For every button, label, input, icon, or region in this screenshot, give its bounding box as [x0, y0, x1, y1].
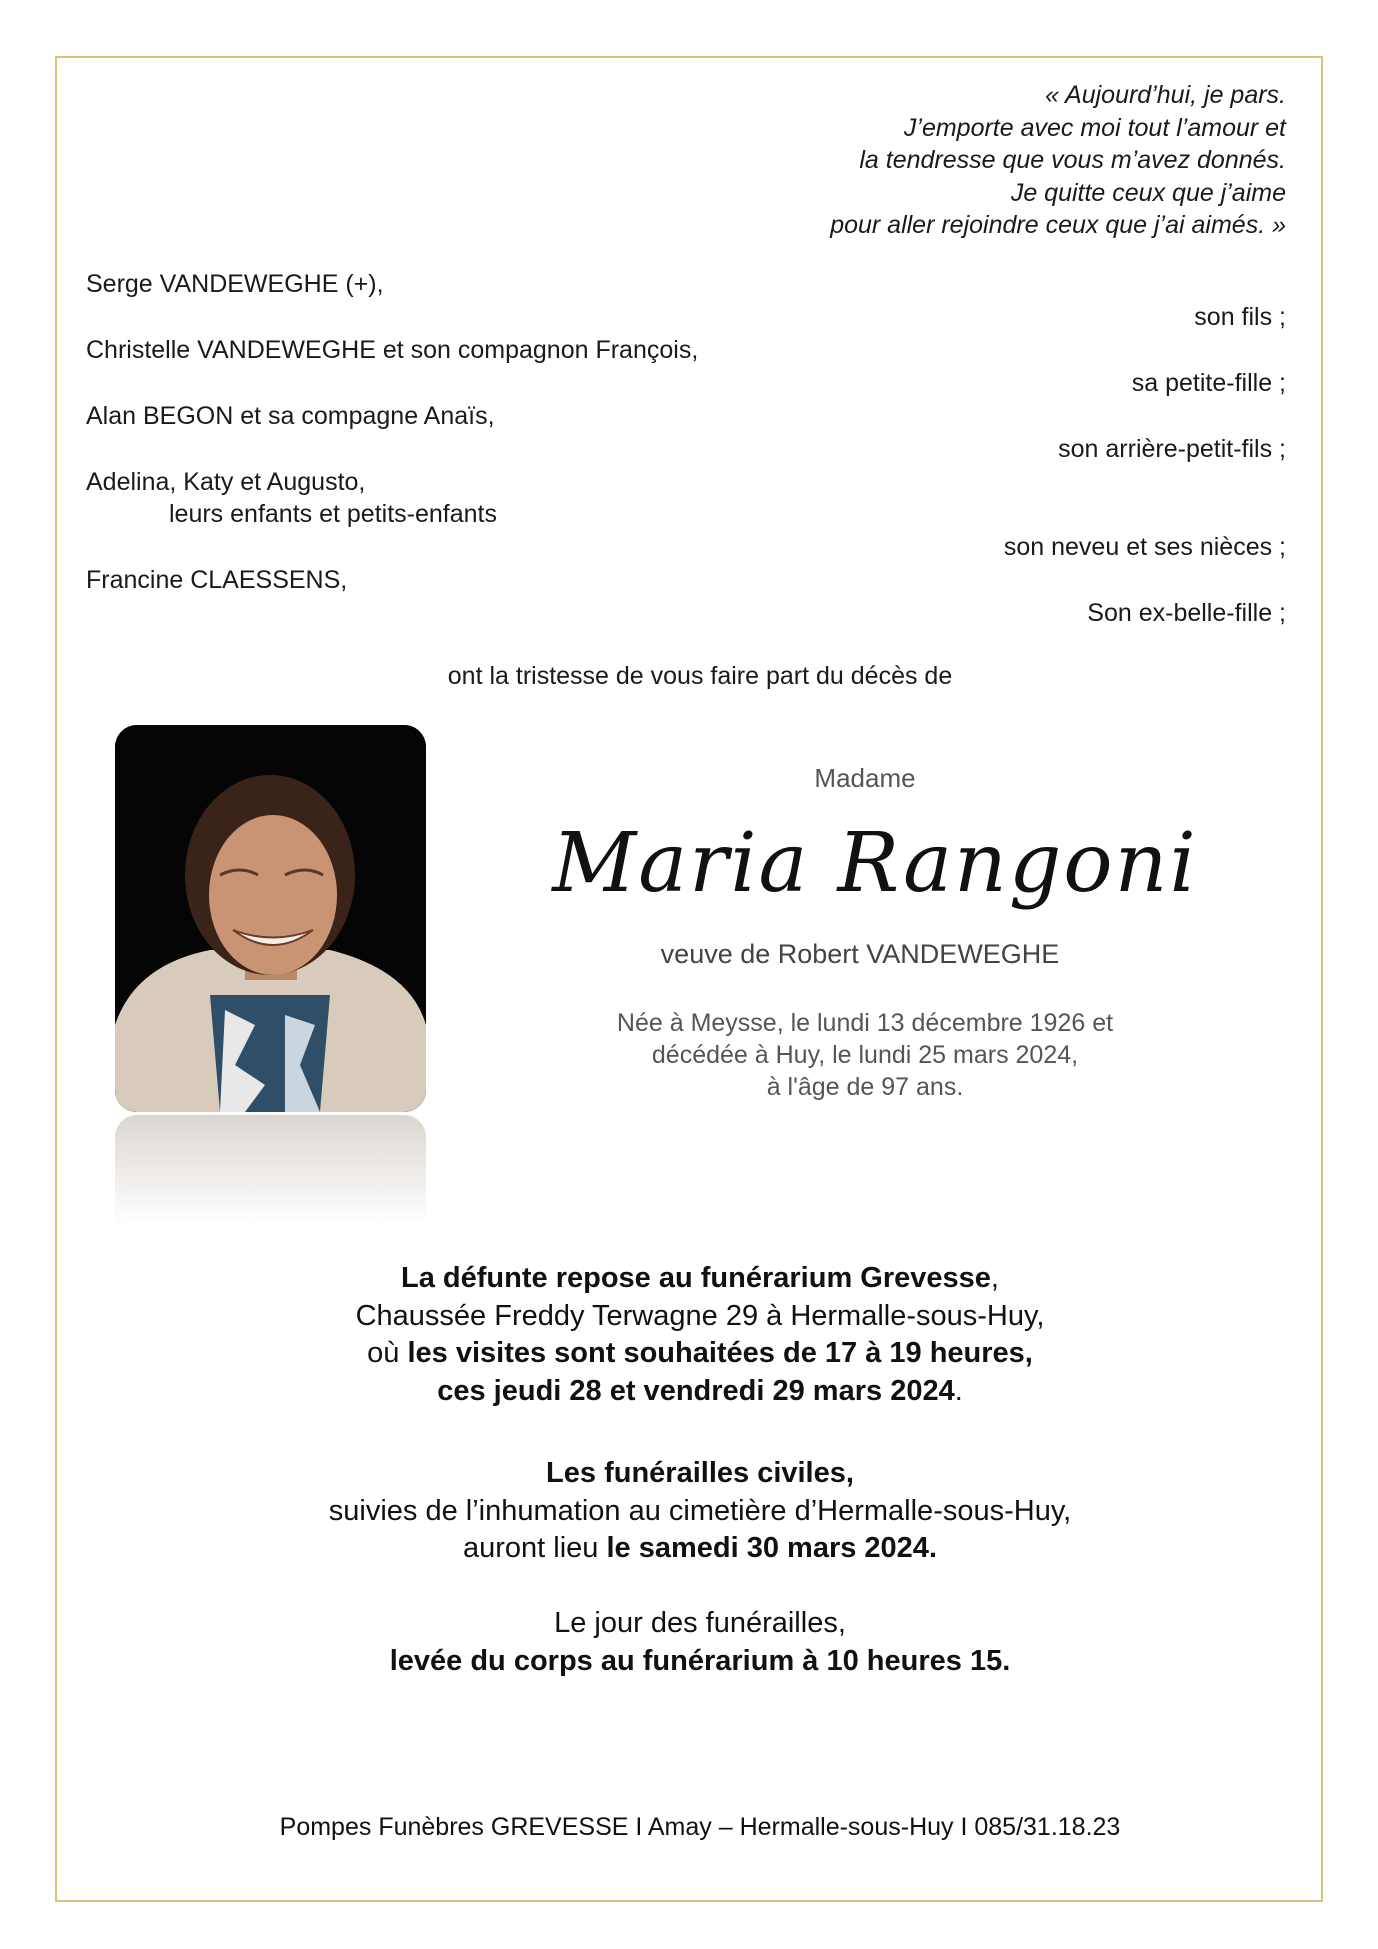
family-adelina-sub: leurs enfants et petits-enfants [169, 500, 497, 528]
portrait-reflection [115, 1115, 426, 1225]
dates-line: Née à Meysse, le lundi 13 décembre 1926 et [616, 1009, 1114, 1037]
funeral-date: le samedi 30 mars 2024. [606, 1532, 937, 1564]
honorific: Madame [814, 763, 916, 793]
relation-greatgrandson: son arrière-petit-fils ; [1058, 435, 1286, 463]
deceased-name-text: Maria Rangoni [552, 816, 1198, 911]
funeral-title: Les funérailles civiles, [546, 1457, 854, 1489]
repose-place: La défunte repose au funérarium Grevesse [401, 1262, 991, 1294]
funeral-burial: suivies de l’inhumation au cimetière d’Hermalle-sous-Huy, [328, 1494, 1072, 1527]
relation-granddaughter: sa petite-fille ; [1131, 369, 1286, 397]
dates-line: à l'âge de 97 ans. [766, 1073, 964, 1101]
family-adelina: Adelina, Katy et Augusto, [86, 468, 366, 496]
announcement: ont la tristesse de vous faire part du décès de [447, 662, 953, 690]
funeral-date-line: auront lieu le samedi 30 mars 2024. [462, 1532, 937, 1564]
visit-dates: ces jeudi 28 et vendredi 29 mars 2024 [437, 1374, 955, 1407]
poem-line: « Aujourd’hui, je pars. [1045, 81, 1286, 109]
poem-line: la tendresse que vous m’avez donnés. [859, 146, 1286, 174]
repose-line-3: où les visites sont souhaitées de 17 à 19 heures, [367, 1337, 1033, 1369]
relation-son: son fils ; [1194, 303, 1286, 331]
poem-line: Je quitte ceux que j’aime [1010, 178, 1286, 207]
funeral-section [0, 1455, 1378, 1568]
poem [830, 79, 1286, 242]
levee-time: levée du corps au funérarium à 10 heures 15. [389, 1644, 1011, 1677]
widow-line: veuve de Robert VANDEWEGHE [660, 939, 1060, 969]
poem-line: pour aller rejoindre ceux que j’ai aimés. » [830, 211, 1286, 239]
family-christelle: Christelle VANDEWEGHE et son compagnon François, [86, 336, 699, 364]
family-serge: Serge VANDEWEGHE (+), [86, 270, 384, 298]
funeral-home-footer: Pompes Funèbres GREVESSE I Amay – Hermalle-sous-Huy I 085/31.18.23 [279, 1813, 1121, 1841]
repose-line-1: La défunte repose au funérarium Grevesse, [401, 1262, 999, 1294]
portrait-photo [115, 725, 426, 1112]
repose-section [0, 1260, 1378, 1410]
repose-address: Chaussée Freddy Terwagne 29 à Hermalle-sous-Huy, [355, 1299, 1045, 1332]
family-francine: Francine CLAESSENS, [86, 566, 348, 594]
portrait-illustration [115, 725, 426, 1112]
deceased-name [520, 806, 1240, 946]
family-alan: Alan BEGON et sa compagne Anaïs, [86, 402, 495, 430]
levee-intro: Le jour des funérailles, [554, 1607, 846, 1639]
dates-line: décédée à Huy, le lundi 25 mars 2024, [651, 1041, 1079, 1069]
levee-section [0, 1605, 1378, 1680]
relation-nephew: son neveu et ses nièces ; [1003, 533, 1286, 561]
poem-line: J’emporte avec moi tout l’amour et [903, 113, 1286, 142]
birth-death-dates [540, 1007, 1190, 1103]
visit-hours: les visites sont souhaitées de 17 à 19 heures, [407, 1337, 1033, 1369]
repose-line-4: ces jeudi 28 et vendredi 29 mars 2024. [437, 1374, 963, 1407]
relation-exdaughter: Son ex-belle-fille ; [1087, 599, 1286, 627]
